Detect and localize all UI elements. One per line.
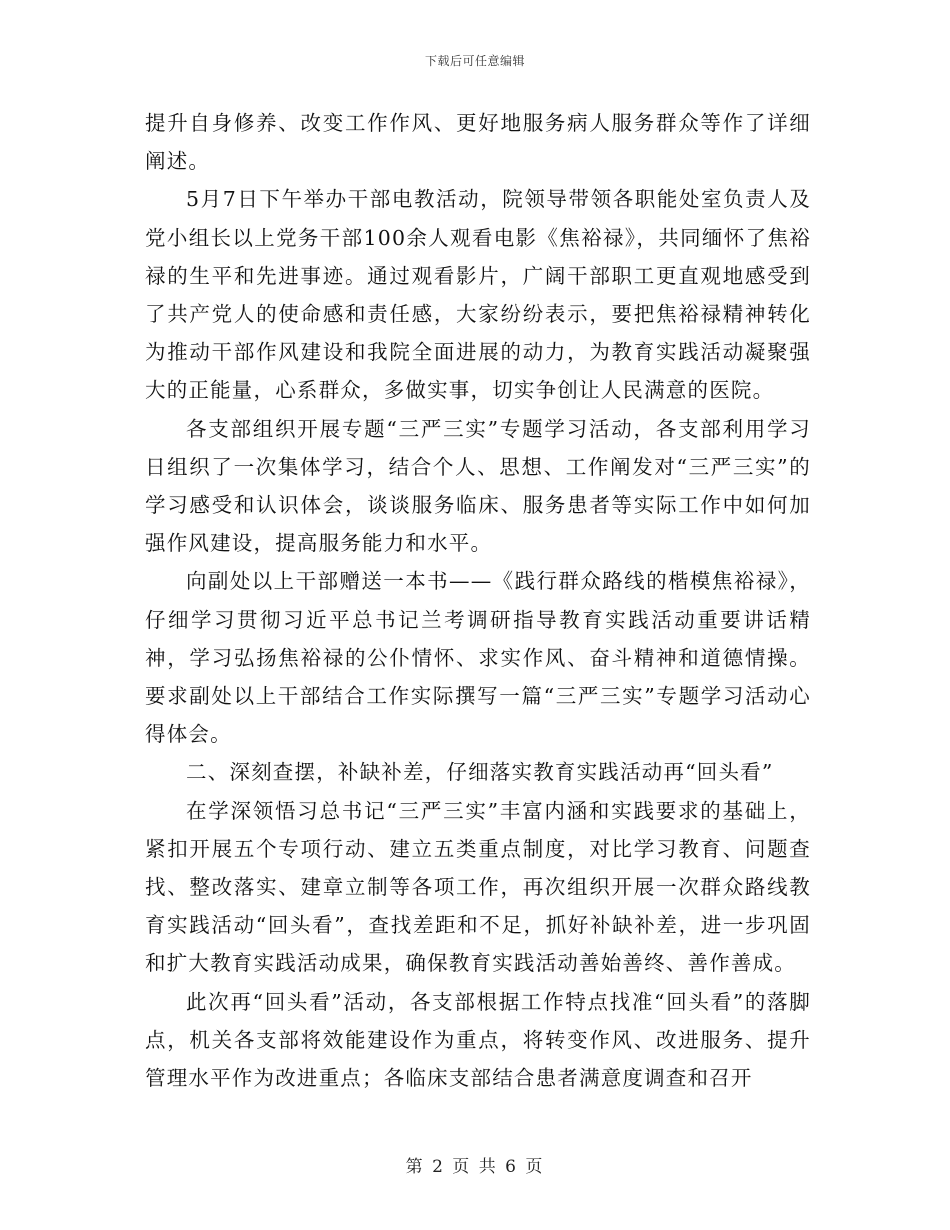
paragraph-1: 提升自身修养、改变工作作风、更好地服务病人服务群众等作了详细阐述。 bbox=[145, 111, 811, 174]
document-body bbox=[145, 104, 811, 1097]
paragraph-4: 向副处以上干部赠送一本书——《践行群众路线的楷模焦裕禄》，仔细学习贯彻习近平总书记兰考调研指导教育实践活动重要讲话精神，学习弘扬焦裕禄的公仆情怀、求实作风、奋斗精神和道德情操。要求副处以上干部结合工作实际撰写一篇“三严三实”专题学习活动心得体会。 bbox=[145, 569, 811, 747]
paragraph-3: 各支部组织开展专题“三严三实”专题学习活动，各支部利用学习日组织了一次集体学习，结合个人、思想、工作阐发对“三严三实”的学习感受和认识体会，谈谈服务临床、服务患者等实际工作中如何加强作风建设，提高服务能力和水平。 bbox=[145, 416, 811, 556]
page-footer: 第 2 页 共 6 页 bbox=[405, 1157, 545, 1177]
paragraph-5: 在学深领悟习总书记“三严三实”丰富内涵和实践要求的基础上，紧扣开展五个专项行动、建立五类重点制度，对比学习教育、问题查找、整改落实、建章立制等各项工作，再次组织开展一次群众路线教育实践活动“回头看”，查找差距和不足，抓好补缺补差，进一步巩固和扩大教育实践活动成果，确保教育实践活动善始善终、善作善成。 bbox=[145, 798, 811, 976]
section-heading-2: 二、深刻查摆，补缺补差，仔细落实教育实践活动再“回头看” bbox=[186, 760, 774, 785]
paragraph-2: 5月7日下午举办干部电教活动，院领导带领各职能处室负责人及党小组长以上党务干部100余人观看电影《焦裕禄》，共同缅怀了焦裕禄的生平和先进事迹。通过观看影片，广阔干部职工更直观地感受到了共产党人的使命感和责任感，大家纷纷表示，要把焦裕禄精神转化为推动干部作风建设和我院全面进展的动力，为教育实践活动凝聚强大的正能量，心系群众，多做实事，切实争创让人民满意的医院。 bbox=[145, 187, 811, 403]
paragraph-6: 此次再“回头看”活动，各支部根据工作特点找准“回头看”的落脚点，机关各支部将效能建设作为重点，将转变作风、改进服务、提升管理水平作为改进重点；各临床支部结合患者满意度调查和召开 bbox=[145, 989, 811, 1091]
page-header: 下载后可任意编辑 bbox=[424, 54, 525, 68]
